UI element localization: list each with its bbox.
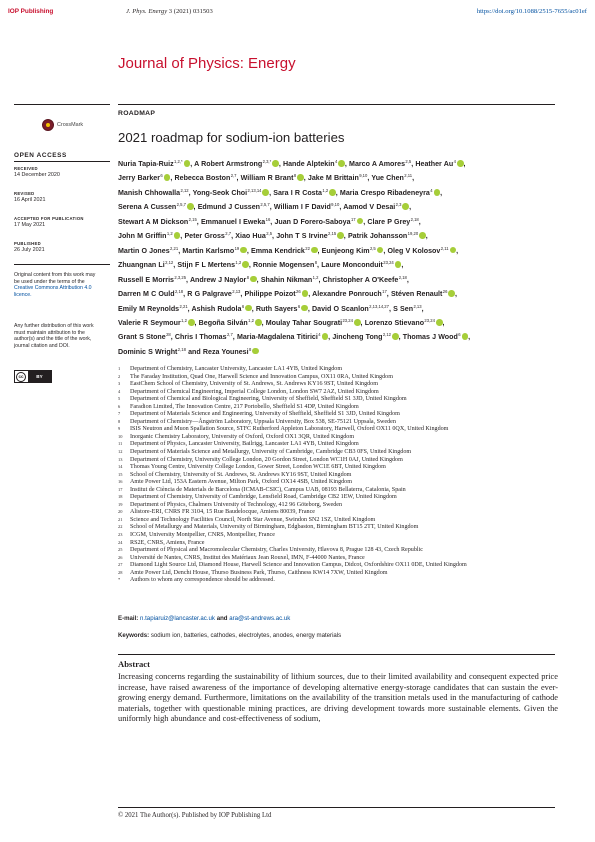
orcid-icon[interactable] [322, 333, 329, 340]
author-name: Shahin Nikman$^{1,2}$ [260, 274, 319, 284]
affiliation-marker: 2,3,25 [174, 274, 187, 280]
affiliation-marker: 8 [248, 346, 252, 352]
orcid-icon[interactable] [329, 189, 336, 196]
divider [14, 161, 110, 162]
author-name: Martin Karlsmo$^{19}$ [182, 247, 247, 255]
author-name: Rebecca Boston$^{2,7}$ [174, 173, 237, 183]
affiliation-number: 16 [118, 479, 123, 485]
date-published: PUBLISHED 26 July 2021 [14, 241, 45, 253]
orcid-icon[interactable] [448, 290, 455, 297]
author-name: William I F David$^{9,10}$ [273, 202, 340, 212]
affiliation-marker: 26 [295, 289, 301, 295]
affiliation-marker: 23,24 [342, 317, 353, 323]
orcid-icon[interactable] [302, 290, 309, 297]
divider [118, 104, 555, 105]
author-line: Grant S Stone$^{28}$, Chris I Thomas$^{2,7}$, Maria-Magdalena Titirici$^4$ , Jincheng Tong$^{2,12}$ , Thomas J Wood$^6$ , [118, 332, 471, 342]
author-name: David O Scanlon$^{2,13,14,27}$ [312, 303, 389, 313]
cc-icon: cc [16, 372, 26, 382]
author-name: S Sen$^{2,13}$ [393, 303, 422, 313]
affiliation-item: 28 Amte Power Ltd, Denchi House, Thurso Business Park, Thurso, Caithness KW14 7XW, United Kingdom [118, 569, 388, 576]
author-name: R G Palgrave$^{2,13}$ [187, 289, 241, 299]
orcid-icon[interactable] [457, 160, 464, 167]
author-name: Alexandre Ponrouch$^{17}$ [312, 289, 387, 299]
affiliation-number: 4 [118, 388, 121, 394]
author-name: Zhuangnan Li$^{2,12}$ [118, 260, 174, 270]
orcid-icon[interactable] [188, 319, 195, 326]
orcid-icon[interactable] [250, 276, 257, 283]
affiliation-marker: 23,24 [383, 260, 394, 266]
affiliation-number: 21 [118, 516, 123, 522]
author-name: Jerry Barker$^6$ [118, 174, 170, 182]
affiliation-marker: 6 [160, 173, 163, 179]
affiliation-item: 26 Université de Nantes, CNRS, Institut des Matériaux Jean Rouxel, IMN, F-44000 Nantes, France [118, 554, 365, 561]
affiliation-item: 11 Department of Physics, Lancaster University, Bailrigg, Lancaster LA1 4YB, United Kingdom [118, 441, 359, 448]
correspondence-email: E-mail: n.tapiaruiz@lancaster.ac.uk and ara@st-andrews.ac.uk [118, 615, 291, 622]
affiliation-number: 27 [118, 562, 123, 568]
affiliation-item: 5 Department of Chemical and Biological Engineering, University of Sheffield, Sheffield S1 3JD, United Kingdom [118, 396, 407, 403]
author-name: Eunjeong Kim$^{2,5}$ [322, 247, 384, 255]
orcid-icon[interactable] [338, 160, 345, 167]
author-name: Edmund J Cussen$^{2,5,7}$ [197, 202, 270, 212]
author-name: John T S Irvine$^{2,15}$ [276, 232, 344, 240]
date-received: RECEIVED 14 December 2020 [14, 166, 60, 178]
orcid-icon[interactable] [434, 189, 441, 196]
affiliation-number: 6 [118, 403, 121, 409]
affiliation-number: 15 [118, 471, 123, 477]
header-bar [8, 6, 587, 20]
orcid-icon[interactable] [240, 247, 247, 254]
author-line: Jerry Barker$^6$ , Rebecca Boston$^{2,7}$, William R Brant$^8$ , Jake M Brittain$^{9,10}$, Yue Chen$^{2,11}$, [118, 173, 415, 183]
author-name: Thomas J Wood$^6$ [403, 333, 468, 341]
date-accepted: ACCEPTED FOR PUBLICATION 17 May 2021 [14, 216, 84, 228]
affiliation-item: 20 Alistore-ERI, CNRS FR 3104, 15 Rue Baudelocque, Amiens 80039, France [118, 509, 315, 516]
orcid-icon[interactable] [164, 174, 171, 181]
author-name: Jake M Brittain$^{9,10}$ [307, 173, 368, 183]
affiliation-marker: 2,13,14 [247, 187, 262, 193]
affiliation-item: 22 School of Metallurgy and Materials, University of Birmingham, Edgbaston, Birmingham BT15 2TT, United Kingdom [118, 524, 419, 531]
email-link[interactable]: n.tapiaruiz@lancaster.ac.uk [140, 615, 215, 622]
affiliation-item: 12 Department of Materials Science and Metallurgy, University of Cambridge, Cambridge CB3 0FS, United Kingdom [118, 449, 412, 456]
author-name: Emily M Reynolds$^{2,21}$ [118, 303, 188, 313]
orcid-icon[interactable] [450, 247, 457, 254]
affiliation-number: 2 [118, 373, 121, 379]
affiliation-number: 25 [118, 547, 123, 553]
affiliation-marker: 2,5,7 [176, 202, 186, 208]
affiliation-number: 10 [118, 433, 123, 439]
affiliation-item: 10 Inorganic Chemistry Laboratory, University of Oxford, Oxford OX1 3QR, United Kingdom [118, 433, 355, 440]
affiliation-item: 1 Department of Chemistry, Lancaster University, Lancaster LA1 4YB, United Kingdom [118, 366, 343, 372]
affiliation-marker: 22 [305, 245, 310, 251]
divider [14, 104, 110, 105]
affiliation-item: * Authors to whom any correspondence should be addressed. [118, 577, 275, 584]
affiliation-marker: 4 [430, 187, 433, 193]
affiliation-number: 28 [118, 569, 123, 575]
author-name: Heather Au$^4$ [415, 160, 463, 168]
divider [118, 807, 555, 808]
author-name: Jincheng Tong$^{2,12}$ [332, 333, 398, 341]
affiliation-marker: 17 [350, 216, 356, 222]
affiliation-marker: 6 [241, 303, 245, 309]
abstract-text: Increasing concerns regarding the sustainability of lithium sources, due to their limited availability and consequent expected price increase, have raised awareness of the importance of developing alternative energy-storage candidates that can sustain the ever-growing energy demand. Furthermore, limitations on the availability of the transition metals used in the manufacturing of cathode materials, together with questionable mining practices, are driving development towards more sustainable elements. Given the uniformly high abundance and cost-effectiveness of sodium, [118, 672, 558, 724]
crossmark-icon [42, 119, 54, 131]
author-name: Christopher A O'Keefe$^{2,18}$ [322, 274, 407, 284]
affiliation-marker: 19 [234, 245, 240, 251]
author-line: Serena A Cussen$^{2,5,7}$ , Edmund J Cussen$^{2,5,7}$, William I F David$^{9,10}$, Aamod V Desai$^{2,3}$ , [118, 202, 412, 212]
author-name: Oleg V Kolosov$^{2,11}$ [388, 247, 457, 255]
author-name: Maria Crespo Ribadeneyra$^4$ [340, 189, 440, 197]
author-name: Reza Younesi$^8$ [203, 348, 259, 356]
affiliation-marker: 2,18 [177, 346, 186, 352]
keywords: Keywords: sodium ion, batteries, cathodes, electrolytes, anodes, energy materials [118, 632, 342, 639]
affiliation-item: 2 The Faraday Institution, Quad One, Harwell Science and Innovation Campus, OX11 0RA, United Kingdom [118, 373, 393, 380]
author-name: Emmanuel I Eweka$^{16}$ [200, 216, 271, 226]
author-name: Xiao Hua$^{2,5}$ [235, 231, 273, 241]
author-line: Valerie R Seymour$^{1,2}$ , Begoña Silván$^{1,2}$ , Moulay Tahar Sougrati$^{23,24}$ , Lorenzo Stievano$^{23,24}$ , [118, 317, 445, 327]
affiliation-number: 17 [118, 486, 123, 492]
author-name: Sara I R Costa$^{1,2}$ [273, 189, 336, 197]
affiliation-marker: 2,7 [226, 332, 233, 338]
author-name: Nuria Tapia-Ruiz$^{1,2,*}$ [118, 160, 190, 168]
affiliation-marker: 2,21 [179, 303, 188, 309]
copyright-footer: © 2021 The Author(s). Published by IOP Publishing Ltd [118, 812, 272, 819]
author-name: Hande Alptekin$^4$ [283, 160, 345, 168]
affiliation-marker: 1,2,* [174, 159, 183, 164]
affiliation-marker: 2,15 [328, 231, 337, 237]
orcid-icon[interactable] [255, 319, 262, 326]
author-name: Ruth Sayers$^6$ [256, 305, 308, 313]
affiliation-marker: 26 [442, 289, 448, 295]
author-name: Chris I Thomas$^{2,7}$ [174, 332, 233, 342]
affiliation-marker: 28 [166, 332, 171, 338]
orcid-icon[interactable] [301, 305, 308, 312]
orcid-icon[interactable] [462, 333, 469, 340]
affiliation-number: 13 [118, 456, 123, 462]
affiliation-marker: 2,3 [395, 202, 402, 208]
author-name: Peter Gross$^{2,7}$ [184, 231, 232, 241]
author-name: Philippe Poizot$^{26}$ [245, 290, 309, 298]
author-name: Yong-Seok Choi$^{2,13,14}$ [193, 189, 269, 197]
affiliation-item: 15 School of Chemistry, University of St. Andrews, St. Andrews KY16 9ST, United Kingdom [118, 471, 352, 478]
affiliation-marker: 8 [246, 274, 250, 280]
orcid-icon[interactable] [245, 305, 252, 312]
orcid-icon[interactable] [174, 232, 181, 239]
affiliation-marker: 2,18 [174, 289, 184, 295]
by-icon: BY [28, 371, 51, 382]
orcid-icon[interactable] [402, 203, 409, 210]
paper-title: 2021 roadmap for sodium-ion batteries [118, 130, 345, 145]
journal-title: Journal of Physics: Energy [118, 55, 296, 72]
crossmark-label: CrossMark [57, 122, 84, 128]
author-name: Russell E Morris$^{2,3,25}$ [118, 274, 187, 284]
orcid-icon[interactable] [262, 189, 269, 196]
orcid-icon[interactable] [252, 348, 259, 355]
author-name: Lorenzo Stievano$^{23,24}$ [365, 319, 443, 327]
author-name: Emma Kendrick$^{22}$ [251, 247, 317, 255]
open-access-label: OPEN ACCESS [14, 152, 67, 159]
affiliation-marker: 2,13 [232, 289, 241, 295]
email-link[interactable]: ara@st-andrews.ac.uk [229, 615, 291, 622]
affiliation-number: 20 [118, 509, 123, 515]
author-name: Yue Chen$^{2,11}$ [371, 173, 413, 183]
orcid-icon[interactable] [392, 333, 399, 340]
affiliation-item: 16 Amte Power Ltd, 153A Eastern Avenue, Milton Park, Oxford OX14 4SB, United Kingdom [118, 479, 352, 486]
author-name: Martin O Jones$^{2,21}$ [118, 245, 179, 255]
affiliation-number: 3 [118, 381, 121, 387]
affiliation-number: 9 [118, 426, 121, 432]
orcid-icon[interactable] [184, 160, 191, 167]
affiliation-marker: 6 [458, 332, 461, 338]
journal-reference [126, 8, 213, 15]
affiliation-marker: 2,7 [225, 231, 232, 237]
affiliation-marker: 4 [334, 159, 338, 164]
author-name: Marco A Amores$^{2,5}$ [349, 159, 412, 168]
affiliation-marker: 1,2 [312, 274, 319, 280]
author-name: Laure Monconduit$^{23,24}$ [321, 261, 401, 269]
orcid-icon[interactable] [357, 218, 364, 225]
author-name: Clare P Grey$^{2,18}$ [367, 216, 419, 226]
crossmark-badge[interactable] [42, 119, 98, 133]
affiliation-number: 22 [118, 524, 123, 530]
affiliation-marker: 4 [318, 332, 321, 338]
author-line: Emily M Reynolds$^{2,21}$, Ashish Rudola$^6$ , Ruth Sayers$^6$ , David O Scanlon$^{2,13,14,27}$, S Sen$^{2,13}$, [118, 303, 424, 313]
author-name: Grant S Stone$^{28}$ [118, 332, 171, 342]
affiliation-number: 5 [118, 396, 121, 402]
affiliation-marker: 2,12 [165, 260, 174, 266]
author-name: Andrew J Naylor$^8$ [190, 276, 257, 284]
affiliation-number: 23 [118, 532, 123, 538]
author-name: Stewart A M Dickson$^{2,15}$ [118, 216, 197, 226]
author-name: Moulay Tahar Sougrati$^{23,24}$ [266, 319, 361, 327]
affiliation-item: 3 EastChem School of Chemistry, University of St. Andrews, St. Andrews KY16 9ST, United Kingdom [118, 381, 378, 388]
author-list [118, 156, 555, 358]
author-name: Begoña Silván$^{1,2}$ [199, 319, 262, 327]
affiliation-number: 24 [118, 539, 123, 545]
affiliation-marker: 6 [297, 303, 301, 309]
author-name: Aamod V Desai$^{2,3}$ [343, 203, 409, 211]
affiliation-marker: 16 [265, 216, 271, 222]
affiliation-marker: 2,15 [188, 216, 197, 222]
affiliation-number: 14 [118, 464, 123, 470]
divider [118, 654, 555, 655]
affiliation-item: 24 RS2E, CNRS, Amiens, France [118, 539, 205, 546]
affiliation-number: 7 [118, 411, 121, 417]
affiliation-item: 6 Faradion Limited, The Innovation Centre, 217 Portobello, Sheffield S1 4DP, United Kingdom [118, 403, 359, 410]
affiliation-marker: 1,2 [235, 260, 242, 266]
affiliation-marker: 2,18 [410, 216, 419, 222]
affiliation-marker: 2,11 [440, 245, 449, 251]
author-line: Zhuangnan Li$^{2,12}$, Stijn F L Mertens$^{1,2}$ , Ronnie Mogensen$^8$, Laure Monconduit$^{23,24}$ , [118, 260, 404, 270]
affiliation-marker: 8 [293, 173, 297, 179]
author-name: Serena A Cussen$^{2,5,7}$ [118, 203, 194, 211]
affiliation-marker: 2,12 [382, 332, 391, 338]
author-name: Manish Chhowalla$^{2,12}$ [118, 187, 189, 197]
orcid-icon[interactable] [272, 160, 279, 167]
affiliation-item: 27 Diamond Light Source Ltd, Diamond House, Harwell Science and Innovation Campus, Didcot, Oxfordshire OX11 0DE, United Kingdom [118, 562, 467, 569]
orcid-icon[interactable] [377, 247, 384, 254]
affiliation-marker: 2,3,* [262, 159, 272, 164]
author-name: Maria-Magdalena Titirici$^4$ [237, 333, 328, 341]
license-link[interactable]: Creative Commons Attribution 4.0 licence. [14, 285, 92, 298]
author-name: Dominic S Wright$^{2,18}$ [118, 346, 186, 356]
affiliation-item: 23 ICGM, University Montpellier, CNRS, Montpellier, France [118, 532, 275, 539]
affiliation-number: 26 [118, 554, 123, 560]
affiliation-item: 17 Institut de Ciència de Materials de Barcelona (ICMAB-CSIC), Campus UAB, 08193 Bellaterra, Catalonia, Spain [118, 486, 406, 493]
affiliation-marker: 2,11 [404, 173, 413, 179]
orcid-icon[interactable] [436, 319, 443, 326]
orcid-icon[interactable] [337, 232, 344, 239]
affiliation-marker: 2,13 [413, 303, 422, 309]
orcid-icon[interactable] [297, 174, 304, 181]
author-name: Ronnie Mogensen$^8$ [253, 260, 318, 270]
affiliation-number: * [118, 577, 121, 583]
affiliation-marker: 19,20 [407, 231, 419, 237]
license-attribution: Any further distribution of this work must maintain attribution to the author(s) and the title of the work, journal citation and DOI. [14, 323, 94, 349]
author-line: Dominic S Wright$^{2,18}$ and Reza Younesi$^8$ [118, 344, 555, 358]
date-revised: REVISED 16 April 2021 [14, 191, 46, 203]
affiliation-item: 21 Science and Technology Facilities Council, North Star Avenue, Swindon SN2 1SZ, United Kingdom [118, 516, 376, 523]
affiliation-marker: 4 [453, 159, 456, 164]
affiliation-item: 13 Department of Chemistry, University College London, 20 Gordon Street, London WC1H 0AJ, United Kingdom [118, 456, 403, 463]
affiliation-marker: 2,18 [398, 274, 407, 280]
affiliation-marker: 2,5 [369, 245, 376, 251]
affiliation-number: 11 [118, 441, 123, 447]
author-name: Stéven Renault$^{26}$ [391, 290, 455, 298]
author-line: Manish Chhowalla$^{2,12}$, Yong-Seok Choi$^{2,13,14}$ , Sara I R Costa$^{1,2}$ , Maria Crespo Ribadeneyra$^4$ , [118, 187, 443, 197]
cc-by-badge[interactable] [14, 370, 52, 383]
author-name: Ashish Rudola$^6$ [192, 305, 252, 313]
affiliation-item: 25 Department of Physical and Macromolecular Chemistry, Charles University, Hlavova 8, Prague 128 43, Czech Republic [118, 547, 423, 554]
affiliation-marker: 2,5 [266, 231, 273, 237]
affiliation-marker: 1,2 [181, 317, 187, 323]
author-line: Stewart A M Dickson$^{2,15}$, Emmanuel I Eweka$^{16}$, Juan D Forero-Saboya$^{17}$ , Clare P Grey$^{2,18}$, [118, 216, 421, 226]
affiliation-marker: 2,5 [405, 159, 412, 164]
author-name: Valerie R Seymour$^{1,2}$ [118, 319, 195, 327]
abstract-heading: Abstract [118, 659, 150, 669]
affiliation-marker: 9,10 [331, 202, 340, 208]
article-type: ROADMAP [118, 110, 156, 117]
author-line: John M Griffin$^{1,2}$ , Peter Gross$^{2,7}$, Xiao Hua$^{2,5}$, John T S Irvine$^{2,15}$ , Patrik Johansson$^{19,20}$ , [118, 231, 428, 241]
orcid-icon[interactable] [242, 261, 249, 268]
orcid-icon[interactable] [311, 247, 318, 254]
affiliation-item: 18 Department of Chemistry, University of Cambridge, Lensfield Road, Cambridge CB2 1EW, United Kingdom [118, 494, 397, 501]
affiliation-number: 19 [118, 501, 123, 507]
affiliation-marker: 2,5,7 [260, 202, 270, 208]
orcid-icon[interactable] [187, 203, 194, 210]
author-line: Darren M C Ould$^{2,18}$, R G Palgrave$^{2,13}$, Philippe Poizot$^{26}$ , Alexandre Ponrouch$^{17}$, Stéven Renault$^{26}$ , [118, 289, 458, 299]
affiliation-marker: 2,12 [180, 187, 189, 193]
orcid-icon[interactable] [419, 232, 426, 239]
license-statement: Original content from this work may be used under the terms of the Creative Commons Attribution 4.0 licence. [14, 272, 96, 298]
publisher-name: IOP Publishing [8, 8, 54, 15]
author-name: A Robert Armstrong$^{2,3,*}$ [194, 160, 279, 168]
affiliation-item: 7 Department of Materials Science and Engineering, University of Sheffield, Sheffield S1 3JD, United Kingdom [118, 411, 400, 418]
affiliation-number: 12 [118, 449, 123, 455]
divider [14, 264, 110, 265]
author-name: John M Griffin$^{1,2}$ [118, 232, 180, 240]
affiliation-item: 19 Department of Physics, Chalmers University of Technology, 412 96 Göteborg, Sweden [118, 501, 343, 508]
affiliation-marker: 17 [382, 289, 387, 295]
orcid-icon[interactable] [354, 319, 361, 326]
orcid-icon[interactable] [395, 261, 402, 268]
volume-ref: 3 (2021) 031503 [168, 8, 213, 15]
affiliation-marker: 23,24 [424, 317, 435, 323]
journal-abbrev: J. Phys. Energy [126, 8, 168, 15]
affiliation-marker: 1,2 [166, 231, 173, 237]
affiliation-marker: 1,2 [322, 187, 329, 193]
doi-link[interactable]: https://doi.org/10.1088/2515-7655/ac01ef [476, 8, 587, 15]
author-name: Patrik Johansson$^{19,20}$ [348, 232, 426, 240]
author-name: Juan D Forero-Saboya$^{17}$ [274, 218, 363, 226]
affiliation-number: 1 [118, 366, 121, 371]
author-name: William R Brant$^8$ [241, 174, 304, 182]
affiliation-item: 14 Thomas Young Centre, University College London, Gower Street, London WC1E 6BT, United Kingdom [118, 464, 386, 471]
affiliation-marker: 2,7 [230, 173, 237, 179]
author-line: Martin O Jones$^{2,21}$, Martin Karlsmo$^{19}$ , Emma Kendrick$^{22}$ , Eunjeong Kim$^{2,5}$ , Oleg V Kolosov$^{2,11}$ , [118, 245, 459, 255]
affiliation-item: 4 Department of Chemical Engineering, Imperial College London, London SW7 2AZ, United Kingdom [118, 388, 379, 395]
author-line: Nuria Tapia-Ruiz$^{1,2,*}$ , A Robert Armstrong$^{2,3,*}$ , Hande Alptekin$^4$ , Marco A Amores$^{2,5}$, Heather Au$^4$ , [118, 159, 466, 168]
author-name: Darren M C Ould$^{2,18}$ [118, 289, 184, 299]
affiliation-marker: 9,10 [359, 173, 368, 179]
affiliation-list [118, 366, 555, 585]
affiliation-marker: 1,2 [248, 317, 254, 323]
author-line: Russell E Morris$^{2,3,25}$, Andrew J Naylor$^8$ , Shahin Nikman$^{1,2}$, Christopher A O'Keefe$^{2,18}$, [118, 274, 409, 284]
affiliation-marker: 2,21 [170, 245, 179, 251]
affiliation-item: 8 Department of Chemistry—Ångström Laboratory, Uppsala University, Box 538, SE-75121 Uppsala, Sweden [118, 418, 396, 425]
affiliation-number: 18 [118, 494, 123, 500]
affiliation-marker: 8 [314, 260, 318, 266]
affiliation-item: 9 ISIS Neutron and Muon Spallation Source, STFC Rutherford Appleton Laboratory, Harwell, Oxford OX11 0QX, United Kingdom [118, 426, 449, 433]
affiliation-marker: 2,13,14,27 [369, 303, 389, 309]
affiliation-number: 8 [118, 418, 121, 424]
author-name: Stijn F L Mertens$^{1,2}$ [177, 261, 248, 269]
